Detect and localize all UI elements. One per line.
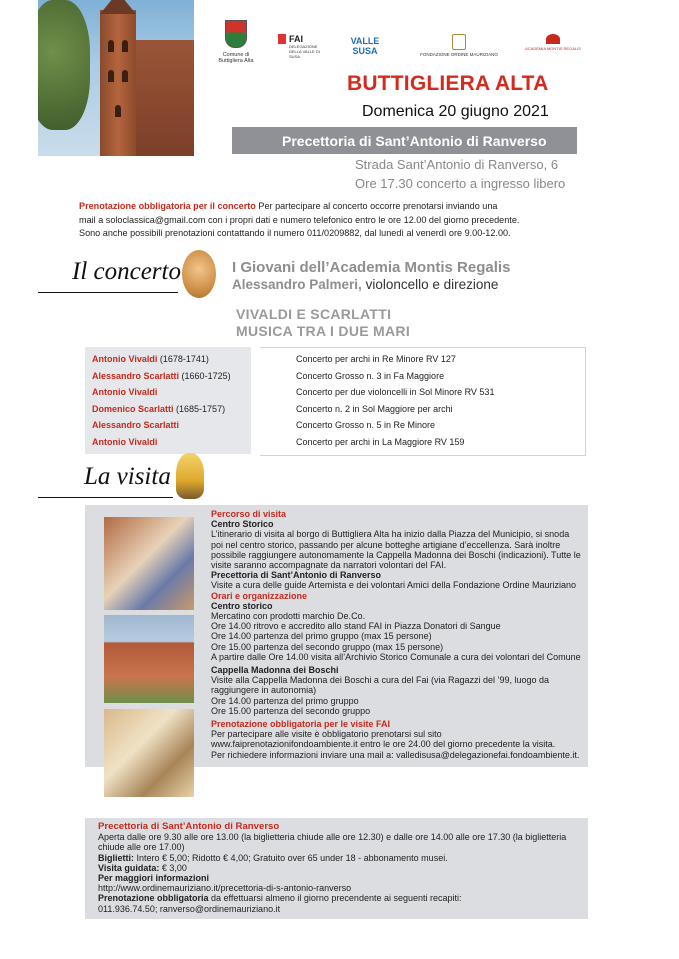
program-row <box>92 437 157 448</box>
venue-name: Precettoria di Sant’Antonio di Ranverso <box>282 133 547 149</box>
director <box>232 277 498 292</box>
booking-line1: Per partecipare al concerto occorre prenotarsi inviando una <box>255 201 498 211</box>
program-row <box>92 420 179 431</box>
program-row <box>92 371 231 382</box>
ranverso-booking-label: Prenotazione obbligatoria <box>98 893 209 904</box>
ordine-logo <box>410 34 508 57</box>
cap-line: Ore 14.00 partenza del primo gruppo <box>211 695 359 706</box>
info-label: Per maggiori informazioni <box>98 873 210 884</box>
fai-logo-title: FAI <box>289 34 304 44</box>
cs-line: A partire dalle Ore 14.00 visita all’Archivio Storico Comunale a cura dei volontari del Comune <box>211 651 581 662</box>
ranverso-info <box>98 822 580 914</box>
concert-section-title: Il concerto <box>72 258 181 285</box>
work-title: Concerto per archi in La Maggiore RV 159 <box>296 437 465 447</box>
work-title: Concerto per due violoncelli in Sol Minore RV 531 <box>296 387 495 397</box>
concert-rule <box>38 292 178 293</box>
fai-logo <box>278 34 322 59</box>
guided-visit <box>98 863 580 873</box>
program-row <box>92 387 157 398</box>
pilgrim-icon <box>176 453 204 499</box>
ordine-logo-text: FONDAZIONE ORDINE MAURIZIANO <box>420 52 498 57</box>
comune-logo-text: Comune di Buttigliera Alta <box>218 52 254 64</box>
work-title: Concerto n. 2 in Sol Maggiore per archi <box>296 404 453 414</box>
booking-info <box>79 200 589 241</box>
composer-name: Antonio Vivaldi <box>92 387 158 397</box>
composer-dates: (1685-1757) <box>173 404 226 414</box>
tower-photo <box>38 0 194 156</box>
info-url[interactable]: http://www.ordinemauriziano.it/precettoria-di-s-antonio-ranverso <box>98 883 352 894</box>
fresco-photo <box>104 517 194 610</box>
tickets-label: Biglietti: <box>98 852 134 863</box>
city-title: BUTTIGLIERA ALTA <box>347 72 549 95</box>
work-title: Concerto Grosso n. 5 in Re Minore <box>296 420 436 430</box>
cs-line: Ore 15.00 partenza del secondo gruppo (max 15 persone) <box>211 641 444 652</box>
program-row <box>92 404 225 415</box>
composer-name: Antonio Vivaldi <box>92 354 158 364</box>
fai-booking-heading: Prenotazione obbligatoria per le visite FAI <box>211 719 391 730</box>
ensemble-name: I Giovani dell’Academia Montis Regalis <box>232 259 511 276</box>
work-title: Concerto per archi in Re Minore RV 127 <box>296 354 456 364</box>
visit-route-heading: Percorso di visita <box>211 509 287 519</box>
precettoria-text: Visite a cura delle guide Artemista e dei volontari Amici della Fondazione Ordine Mauriziano <box>211 580 577 591</box>
painting-photo <box>104 709 194 797</box>
composer-dates: (1678-1741) <box>157 354 209 364</box>
hours-heading: Orari e organizzazione <box>211 590 308 601</box>
director-role: violoncello e direzione <box>361 277 499 292</box>
composer-name: Domenico Scarlatti <box>92 404 174 414</box>
visit-text <box>211 509 583 760</box>
chapel-photo <box>104 615 194 703</box>
cap-line: Visite alla Cappella Madonna dei Boschi a cura del Fai (via Ragazzi del ’99, luogo da raggiungere in autonomia) <box>211 675 550 696</box>
ranverso-booking-text: da effettuarsi almeno il giorno precendente ai seguenti recapiti: <box>208 893 462 904</box>
academia-logo <box>525 34 581 51</box>
centro-storico-heading: Centro storico <box>211 600 273 611</box>
visit-rule <box>38 497 173 498</box>
director-name: Alessandro Palmeri, <box>232 277 362 292</box>
comune-logo <box>210 20 262 64</box>
composer-name: Alessandro Scarlatti <box>92 371 180 381</box>
cs-line: Ore 14.00 ritrovo e accredito allo stand FAI in Piazza Donatori di Sangue <box>211 621 501 632</box>
booking-line2: mail a soloclassica@gmail.com con i propri dati e numero telefonico entro le ore 12.00 del giorno precedente. <box>79 214 520 225</box>
work-title: Concerto Grosso n. 3 in Fa Maggiore <box>296 371 445 381</box>
program-row <box>92 354 209 365</box>
guided-label: Visita guidata: <box>98 862 160 873</box>
tickets <box>98 853 580 863</box>
booking-line3: Sono anche possibili prenotazioni contattando il numero 011/0209882, dal lunedì al venerdì ore 9.00-12.00. <box>79 228 511 238</box>
fai-logo-sub: DELEGAZIONE DELLA VALLE DI SUSA <box>289 44 320 59</box>
vallesusa-logo-text: VALLE SUSA <box>350 36 380 56</box>
concert-time: Ore 17.30 concerto a ingresso libero <box>355 176 566 191</box>
cherub-icon <box>182 250 216 298</box>
cappella-heading: Cappella Madonna dei Boschi <box>211 665 339 676</box>
contacts: 011.936.74.50; ranverso@ordinemauriziano.it <box>98 903 281 914</box>
ranverso-booking <box>98 893 580 903</box>
tickets-text: Intero € 5,00; Ridotto € 4,00; Gratuito over 65 under 18 - abbonamento musei. <box>134 852 448 863</box>
cs-line: Ore 14.00 partenza del primo gruppo (max 15 persone) <box>211 631 432 642</box>
venue-address: Strada Sant’Antonio di Ranverso, 6 <box>355 157 559 172</box>
program-title-2: MUSICA TRA I DUE MARI <box>236 323 411 339</box>
guided-price: € 3,00 <box>159 862 187 873</box>
composer-dates: (1660-1725) <box>179 371 231 381</box>
precettoria-heading: Precettoria di Sant’Antonio di Ranverso <box>211 570 382 581</box>
academia-logo-text: ACADEMIA MONTIS REGALIS <box>525 46 581 51</box>
composer-name: Antonio Vivaldi <box>92 437 158 447</box>
composer-name: Alessandro Scarlatti <box>92 420 180 430</box>
fai-booking-text: Per partecipare alle visite è obbligatorio prenotarsi sul sito www.faiprenotazionifondoambiente.it entro le ore 24.00 del giorno precedente la visita. <box>211 729 556 750</box>
cap-line: Ore 15.00 partenza del secondo gruppo <box>211 705 371 716</box>
centro-heading: Centro Storico <box>211 519 274 530</box>
vallesusa-logo <box>340 36 390 56</box>
event-date: Domenica 20 giugno 2021 <box>362 103 549 120</box>
visit-section-title: La visita <box>84 463 171 490</box>
ranverso-heading: Precettoria di Sant’Antonio di Ranverso <box>98 821 280 832</box>
cs-line: Mercatino con prodotti marchio De.Co. <box>211 611 366 622</box>
booking-lead: Prenotazione obbligatoria per il concerto <box>79 201 256 211</box>
program-title-1: VIVALDI E SCARLATTI <box>236 306 392 322</box>
opening-hours: Aperta dalle ore 9.30 alle ore 13.00 (la biglietteria chiude alle ore 12.30) e dalle ore 14.00 alle ore 17.30 (la biglietteria chiude alle ore 17.00) <box>98 832 567 853</box>
fai-contact-text: Per richiedere informazioni inviare una mail a: valledisusa@delegazionefai.fondoambiente.it. <box>211 749 580 760</box>
centro-text: L’itinerario di visita al borgo di Buttigliera Alta ha inizio dalla Piazza del Municipio, si snoda poi nel centro storico, passando per alcune botteghe artigiane d’eccellenza. Sarà inoltre possibile raggiungere autonomamente la Cappella Madonna dei Boschi (indicazioni). Tutte le visite saranno accompagnate da narratori volontari del FAI. <box>211 529 581 571</box>
